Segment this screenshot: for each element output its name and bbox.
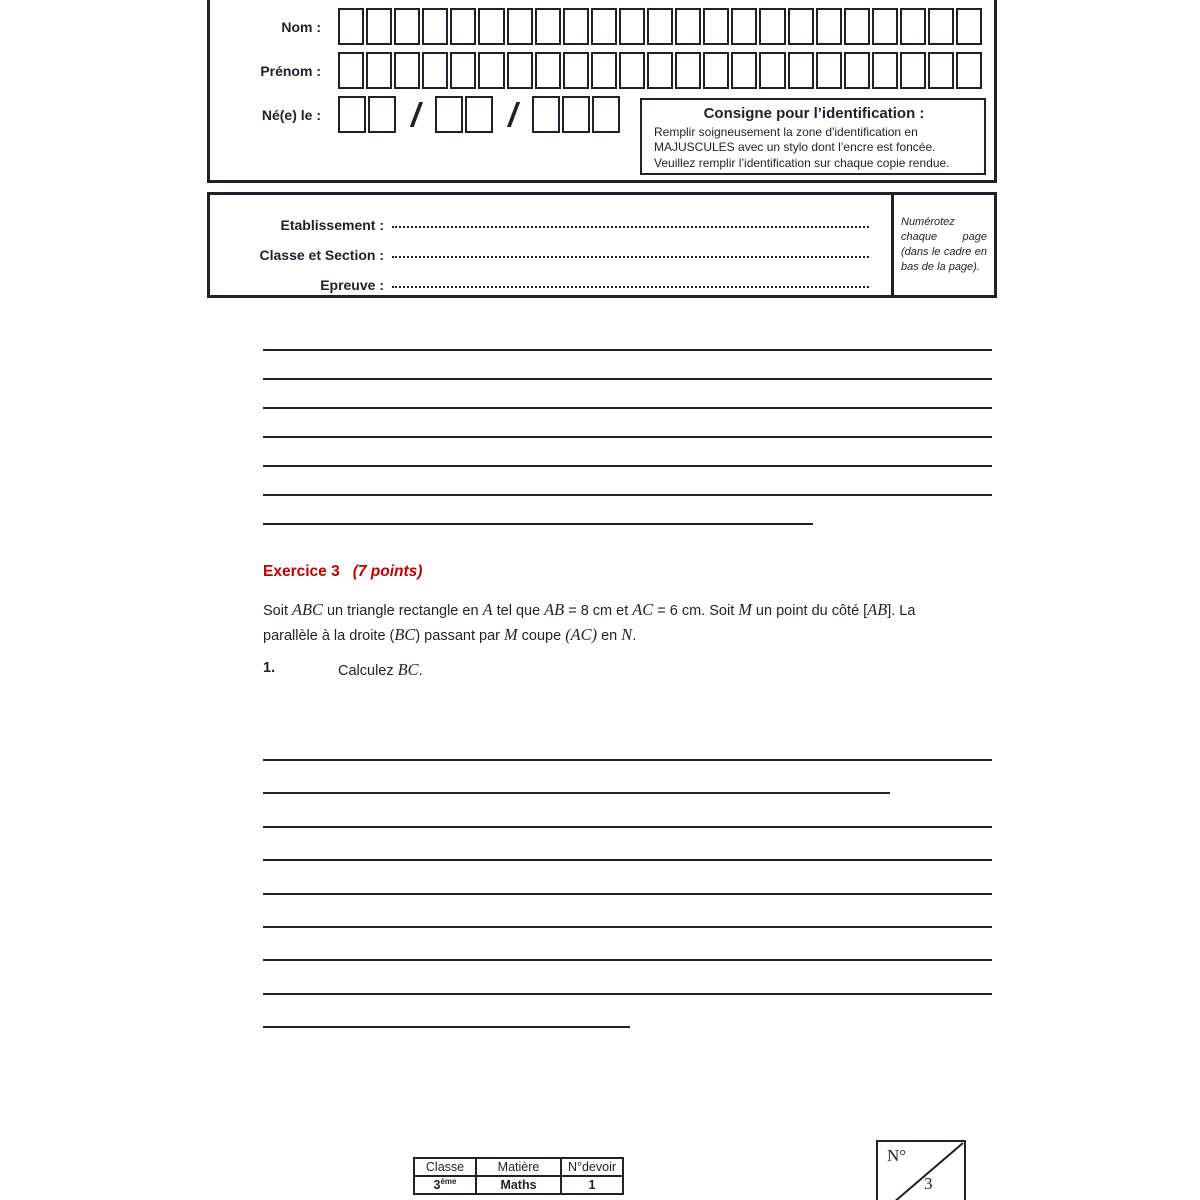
- nom-row: [210, 8, 982, 45]
- letter-cell: [647, 8, 673, 45]
- footer-table-matiere-value: Maths: [476, 1176, 561, 1194]
- letter-cell: [703, 52, 729, 89]
- letter-cell: [394, 52, 420, 89]
- exercise-heading: [263, 563, 422, 581]
- writing-line: [263, 959, 992, 961]
- page-number-value: 3: [924, 1174, 933, 1193]
- classe-section-dotted-line: [392, 256, 869, 258]
- letter-cell: [647, 52, 673, 89]
- letter-cell: [788, 52, 814, 89]
- date-cell: [368, 96, 396, 133]
- letter-cell: [507, 52, 533, 89]
- letter-cell: [422, 8, 448, 45]
- letter-cell: [844, 52, 870, 89]
- letter-cell: [535, 52, 561, 89]
- school-info-box: [207, 192, 997, 298]
- prenom-letter-cells: [338, 52, 982, 89]
- letter-cell: [338, 8, 364, 45]
- epreuve-dotted-line: [392, 286, 869, 288]
- letter-cell: [731, 8, 757, 45]
- letter-cell: [900, 8, 926, 45]
- epreuve-row: [210, 266, 891, 296]
- letter-cell: [731, 52, 757, 89]
- writing-line: [263, 349, 992, 351]
- letter-cell: [956, 8, 982, 45]
- writing-line: [263, 926, 992, 928]
- date-cell: [435, 96, 463, 133]
- exercise-points: (7 points): [352, 563, 423, 580]
- writing-line: [263, 859, 992, 861]
- footer-table-header-classe: Classe: [414, 1158, 476, 1176]
- letter-cell: [478, 8, 504, 45]
- letter-cell: [759, 8, 785, 45]
- letter-cell: [675, 8, 701, 45]
- letter-cell: [366, 52, 392, 89]
- letter-cell: [872, 52, 898, 89]
- exercise-statement: Soit ABC un triangle rectangle en A tel que AB = 8 cm et AC = 6 cm. Soit M un point du côté [AB]. La parallèle à la droite (BC) passant par M coupe (AC) en N.: [263, 600, 916, 644]
- footer-table-value-row: [414, 1176, 623, 1194]
- identification-box: [207, 0, 997, 183]
- letter-cell: [563, 52, 589, 89]
- writing-line: [263, 1026, 630, 1028]
- letter-cell: [844, 8, 870, 45]
- footer-table-classe-value: 3ème: [414, 1176, 476, 1194]
- page-numbering-note: Numérotez chaque page (dans le cadre en bas de la page).: [891, 195, 994, 295]
- consigne-title: Consigne pour l’identification :: [703, 105, 925, 122]
- etablissement-dotted-line: [392, 226, 869, 228]
- writing-line: [263, 436, 992, 438]
- question-number: 1.: [263, 660, 276, 676]
- writing-line: [263, 792, 890, 794]
- writing-line: [263, 494, 992, 496]
- letter-cell: [928, 8, 954, 45]
- date-cell: [562, 96, 590, 133]
- date-cell-group: [435, 96, 493, 133]
- letter-cell: [759, 52, 785, 89]
- exercise-title: Exercice 3: [263, 563, 340, 580]
- letter-cell: [900, 52, 926, 89]
- classe-section-row: [210, 236, 891, 266]
- writing-line: [263, 378, 992, 380]
- nom-label: Nom :: [281, 18, 321, 35]
- date-cell-group: [532, 96, 620, 133]
- writing-line: [263, 465, 992, 467]
- letter-cell: [703, 8, 729, 45]
- classe-section-label: Classe et Section :: [259, 247, 384, 263]
- letter-cell: [338, 52, 364, 89]
- date-cell: [338, 96, 366, 133]
- question-text: Calculez BC.: [338, 660, 423, 679]
- letter-cell: [450, 8, 476, 45]
- school-info-fields: [210, 195, 891, 295]
- letter-cell: [591, 8, 617, 45]
- date-separator: /: [411, 96, 421, 133]
- letter-cell: [366, 8, 392, 45]
- footer-table: [413, 1157, 624, 1195]
- consigne-box: [640, 98, 986, 175]
- etablissement-row: [210, 206, 891, 236]
- page-number-label: N°: [887, 1146, 907, 1165]
- date-cell-group: [338, 96, 396, 133]
- writing-line: [263, 826, 992, 828]
- etablissement-label: Etablissement :: [280, 217, 384, 233]
- writing-line: [263, 993, 992, 995]
- letter-cell: [816, 52, 842, 89]
- letter-cell: [619, 8, 645, 45]
- writing-line: [263, 523, 813, 525]
- letter-cell: [478, 52, 504, 89]
- writing-lines-block-1: [263, 349, 992, 552]
- date-cell: [592, 96, 620, 133]
- date-cell: [465, 96, 493, 133]
- footer-table-header-matiere: Matière: [476, 1158, 561, 1176]
- letter-cell: [591, 52, 617, 89]
- writing-line: [263, 893, 992, 895]
- consigne-body: Remplir soigneusement la zone d'identification en MAJUSCULES avec un stylo dont l’encre est foncée. Veuillez remplir l’identification sur chaque copie rendue.: [654, 125, 950, 170]
- nom-letter-cells: [338, 8, 982, 45]
- letter-cell: [619, 52, 645, 89]
- footer-table-devoir-value: 1: [561, 1176, 623, 1194]
- letter-cell: [816, 8, 842, 45]
- writing-line: [263, 407, 992, 409]
- epreuve-label: Epreuve :: [320, 277, 384, 293]
- prenom-label: Prénom :: [260, 62, 321, 79]
- writing-line: [263, 759, 992, 761]
- birthdate-label: Né(e) le :: [261, 106, 321, 123]
- letter-cell: [928, 52, 954, 89]
- date-separator: /: [508, 96, 518, 133]
- letter-cell: [956, 52, 982, 89]
- letter-cell: [788, 8, 814, 45]
- letter-cell: [394, 8, 420, 45]
- date-cell: [532, 96, 560, 133]
- letter-cell: [450, 52, 476, 89]
- letter-cell: [563, 8, 589, 45]
- footer-table-header-row: [414, 1158, 623, 1176]
- letter-cell: [535, 8, 561, 45]
- writing-lines-block-2: [263, 759, 992, 1060]
- letter-cell: [675, 52, 701, 89]
- letter-cell: [422, 52, 448, 89]
- question-row: [263, 660, 423, 680]
- page-number-box: [876, 1140, 966, 1200]
- prenom-row: [210, 52, 982, 89]
- letter-cell: [507, 8, 533, 45]
- letter-cell: [872, 8, 898, 45]
- footer-table-header-devoir: N°devoir: [561, 1158, 623, 1176]
